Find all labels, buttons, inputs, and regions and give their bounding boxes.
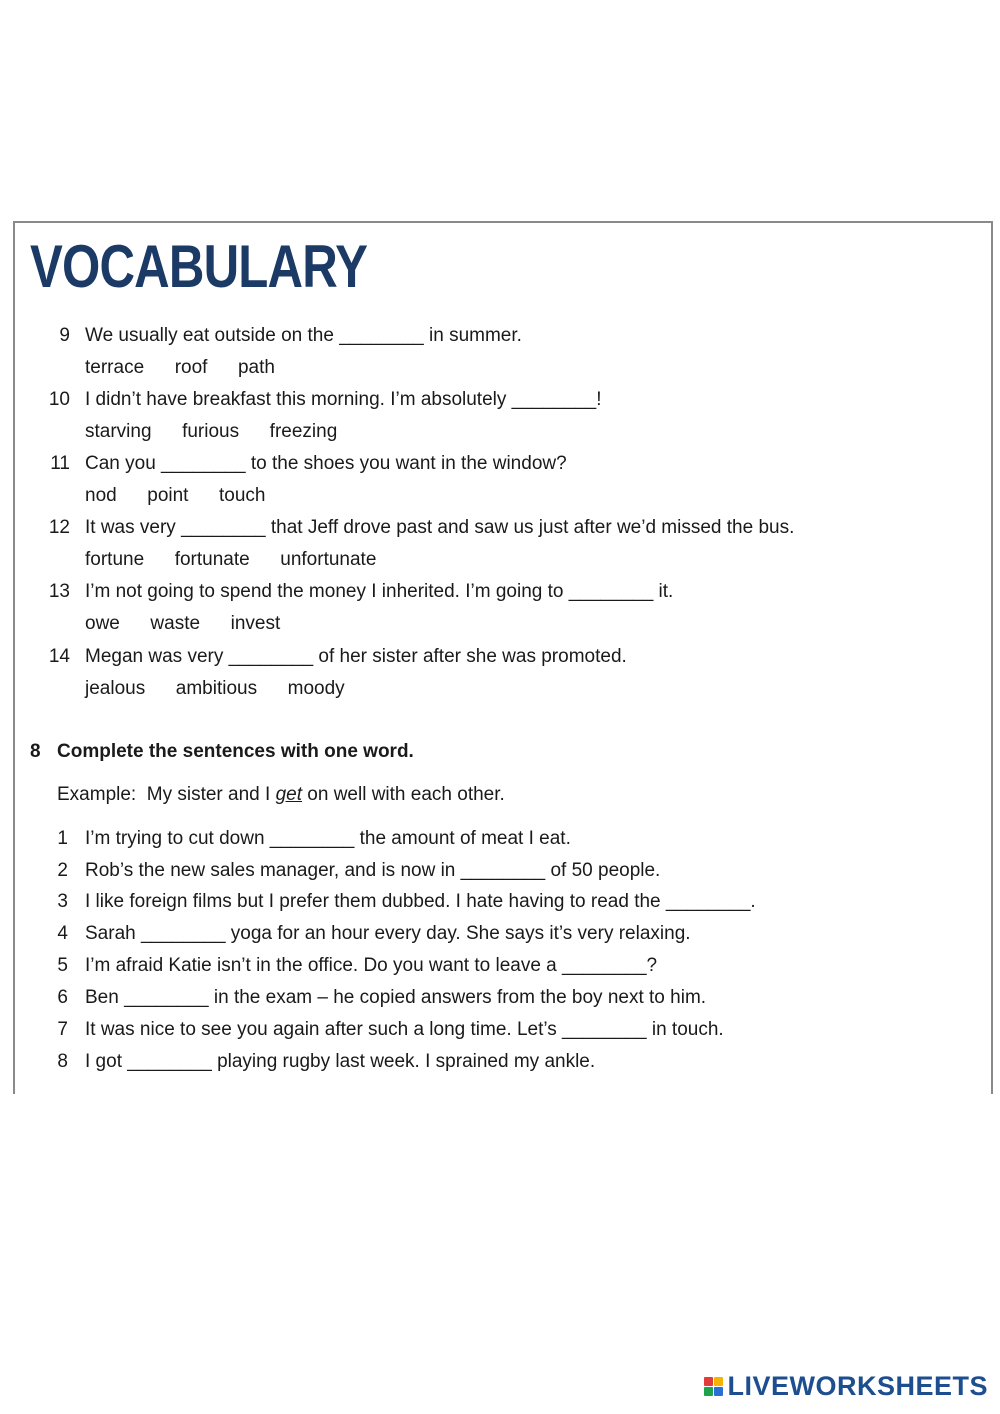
sentence-number: 4 — [57, 923, 68, 944]
example-answer: get — [275, 784, 302, 805]
sentence-number: 7 — [57, 1019, 68, 1040]
sentence-number: 5 — [57, 955, 68, 976]
sentence-text: Sarah ________ yoga for an hour every day. She says it’s very relaxing. — [85, 923, 691, 944]
answer-options: starving furious freezing — [85, 421, 338, 442]
worksheet-frame — [13, 221, 993, 1094]
question-sentence: We usually eat outside on the ________ in summer. — [85, 325, 522, 346]
sentence-text: I’m trying to cut down ________ the amount of meat I eat. — [85, 828, 571, 849]
liveworksheets-logo — [704, 1373, 988, 1400]
question-number: 14 — [48, 646, 70, 667]
question-number: 9 — [59, 325, 70, 346]
example-prefix: Example: My sister and I — [57, 784, 276, 805]
section-number: 8 — [30, 741, 41, 762]
answer-options: fortune fortunate unfortunate — [85, 549, 377, 570]
sentence-number: 1 — [57, 828, 68, 849]
sentence-text: I like foreign films but I prefer them dubbed. I hate having to read the ________. — [85, 891, 756, 912]
example-suffix: on well with each other. — [302, 784, 505, 805]
question-number: 12 — [48, 517, 70, 538]
answer-options: owe waste invest — [85, 613, 281, 634]
question-sentence: I didn’t have breakfast this morning. I’m absolutely ________! — [85, 389, 602, 410]
sentence-text: It was nice to see you again after such a long time. Let’s ________ in touch. — [85, 1019, 724, 1040]
sentence-number: 3 — [57, 891, 68, 912]
logo-grid-icon — [704, 1377, 723, 1396]
question-sentence: I’m not going to spend the money I inherited. I’m going to ________ it. — [85, 581, 674, 602]
answer-options: jealous ambitious moody — [85, 678, 345, 699]
sentence-text: Ben ________ in the exam – he copied answers from the boy next to him. — [85, 987, 707, 1008]
question-number: 10 — [48, 389, 70, 410]
page-title: VOCABULARY — [30, 233, 368, 300]
question-sentence: Megan was very ________ of her sister after she was promoted. — [85, 646, 627, 667]
question-number: 11 — [50, 453, 70, 474]
question-number: 13 — [48, 581, 70, 602]
sentence-text: Rob’s the new sales manager, and is now in ________ of 50 people. — [85, 860, 661, 881]
brand-name: LIVEWORKSHEETS — [727, 1371, 988, 1401]
question-sentence: Can you ________ to the shoes you want in the window? — [85, 453, 567, 474]
question-sentence: It was very ________ that Jeff drove past and saw us just after we’d missed the bus. — [85, 517, 795, 538]
sentence-number: 6 — [57, 987, 68, 1008]
sentence-number: 8 — [57, 1051, 68, 1072]
logo-square-blue — [714, 1387, 723, 1396]
logo-square-green — [704, 1387, 713, 1396]
section-heading: Complete the sentences with one word. — [57, 741, 414, 762]
sentence-number: 2 — [57, 860, 68, 881]
answer-options: terrace roof path — [85, 357, 275, 378]
logo-square-yellow — [714, 1377, 723, 1386]
sentence-text: I got ________ playing rugby last week. I sprained my ankle. — [85, 1051, 596, 1072]
answer-options: nod point touch — [85, 485, 266, 506]
example-sentence — [57, 785, 505, 804]
sentence-text: I’m afraid Katie isn’t in the office. Do you want to leave a ________? — [85, 955, 658, 976]
logo-square-red — [704, 1377, 713, 1386]
